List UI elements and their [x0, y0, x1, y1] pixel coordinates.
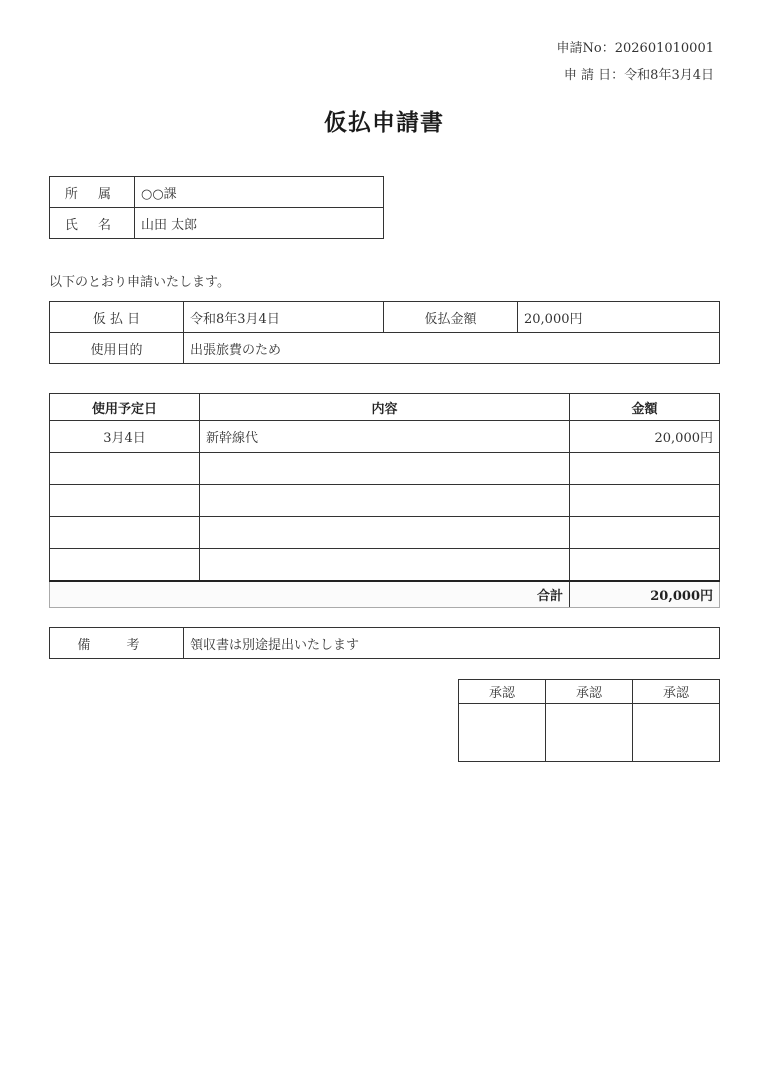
remarks-label: 備 考 — [50, 628, 184, 659]
approval-header: 承認 — [546, 680, 633, 704]
total-label: 合計 — [50, 581, 570, 608]
lead-text: 以下のとおり申請いたします。 — [49, 275, 230, 290]
application-number — [557, 37, 714, 56]
approval-header-row — [459, 680, 720, 704]
application-number-value: 202601010001 — [614, 41, 714, 56]
application-date — [564, 64, 714, 83]
row-amount[interactable] — [570, 453, 720, 485]
approval-table — [458, 679, 720, 762]
total-value: 20,000円 — [570, 581, 720, 608]
approval-stamp-row — [459, 704, 720, 762]
page-title: 仮払申請書 — [324, 109, 444, 136]
approval-stamp-box[interactable] — [633, 704, 720, 762]
row-description[interactable]: 新幹線代 — [200, 421, 570, 453]
details-header-row — [50, 394, 720, 421]
advance-info-table — [49, 301, 720, 364]
row-date[interactable] — [50, 485, 200, 517]
approval-header: 承認 — [633, 680, 720, 704]
advance-amount-label: 仮払金額 — [384, 302, 518, 333]
department-label: 所 属 — [50, 177, 135, 208]
advance-date-label: 仮 払 日 — [50, 302, 184, 333]
advance-date-value[interactable]: 令和8年3月4日 — [184, 302, 384, 333]
application-date-label: 申 請 日： — [563, 68, 625, 83]
details-table — [49, 393, 720, 608]
application-number-label: 申請No： — [556, 41, 615, 56]
column-header-amount: 金額 — [570, 394, 720, 421]
row-date[interactable]: 3月4日 — [50, 421, 200, 453]
purpose-row — [50, 333, 720, 364]
row-date[interactable] — [50, 549, 200, 582]
approval-stamp-box[interactable] — [546, 704, 633, 762]
table-row — [50, 517, 720, 549]
advance-amount-value[interactable]: 20,000円 — [518, 302, 720, 333]
remarks-value[interactable]: 領収書は別途提出いたします — [184, 628, 720, 659]
remarks-table — [49, 627, 720, 659]
department-value[interactable]: ○○課 — [135, 177, 384, 208]
applicant-info-table — [49, 176, 384, 239]
name-row — [50, 208, 384, 239]
department-row — [50, 177, 384, 208]
table-row — [50, 453, 720, 485]
row-date[interactable] — [50, 517, 200, 549]
table-row — [50, 485, 720, 517]
purpose-value[interactable]: 出張旅費のため — [184, 333, 720, 364]
remarks-row — [50, 628, 720, 659]
total-row — [50, 581, 720, 608]
row-amount[interactable] — [570, 485, 720, 517]
application-date-value: 令和8年3月4日 — [624, 68, 714, 83]
column-header-date: 使用予定日 — [50, 394, 200, 421]
approval-header: 承認 — [459, 680, 546, 704]
row-amount[interactable] — [570, 517, 720, 549]
table-row — [50, 549, 720, 582]
approval-stamp-box[interactable] — [459, 704, 546, 762]
row-description[interactable] — [200, 453, 570, 485]
name-value[interactable]: 山田 太郎 — [135, 208, 384, 239]
row-description[interactable] — [200, 485, 570, 517]
row-description[interactable] — [200, 549, 570, 582]
advance-date-row — [50, 302, 720, 333]
name-label: 氏 名 — [50, 208, 135, 239]
row-date[interactable] — [50, 453, 200, 485]
row-amount[interactable]: 20,000円 — [570, 421, 720, 453]
row-description[interactable] — [200, 517, 570, 549]
purpose-label: 使用目的 — [50, 333, 184, 364]
table-row — [50, 421, 720, 453]
row-amount[interactable] — [570, 549, 720, 582]
column-header-description: 内容 — [200, 394, 570, 421]
